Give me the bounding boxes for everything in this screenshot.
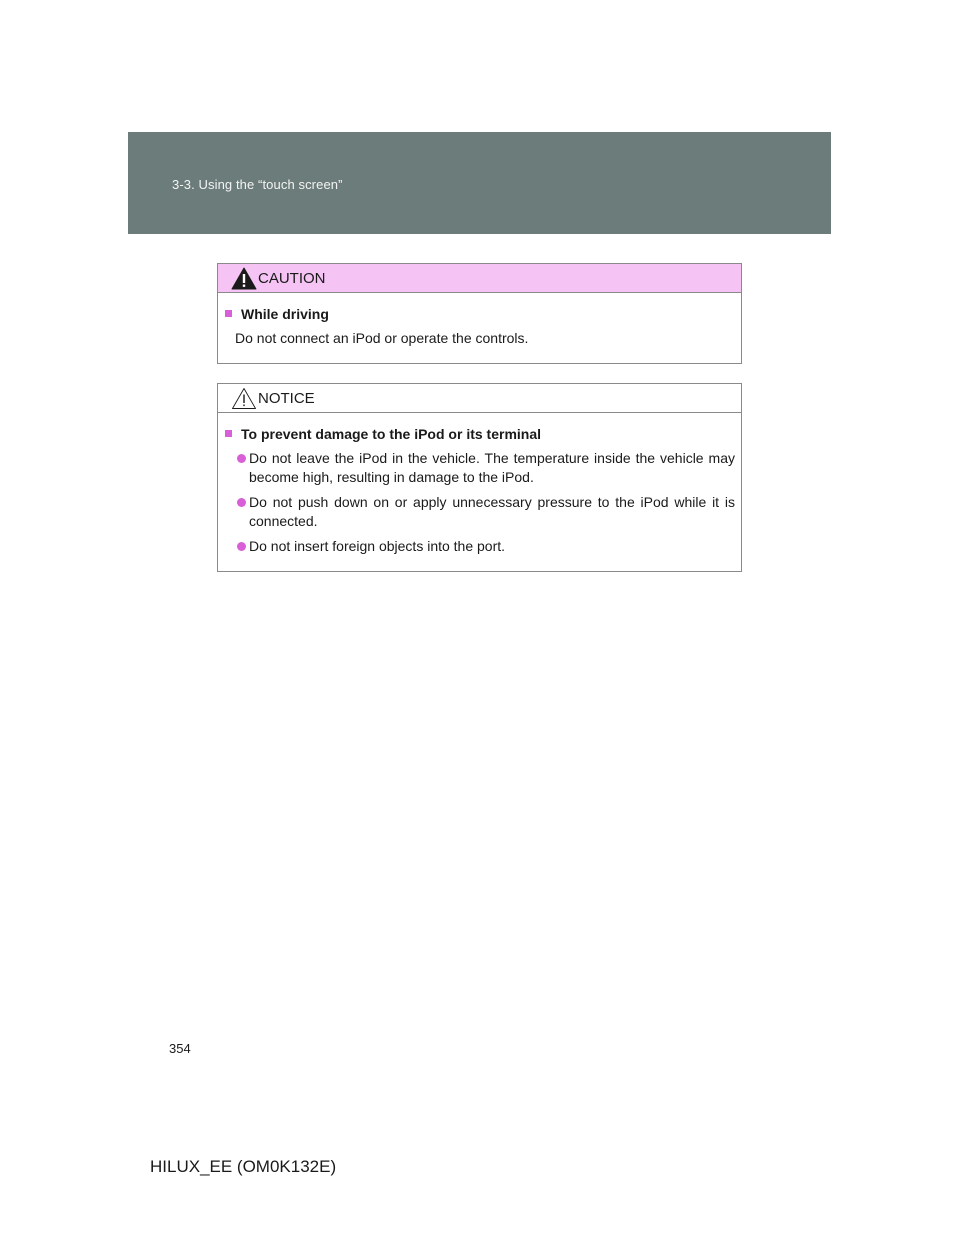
caution-text: Do not connect an iPod or operate the controls. (235, 330, 529, 346)
list-item (224, 449, 735, 487)
caution-item-title (224, 305, 735, 323)
notice-header (218, 384, 741, 413)
list-item-text: Do not push down on or apply unnecessary pressure to the iPod while it is connected. (249, 494, 735, 529)
notice-bullet-list (224, 449, 735, 556)
notice-box (217, 383, 742, 572)
list-item (224, 537, 735, 556)
notice-item-title (224, 425, 735, 443)
notice-title-text: To prevent damage to the iPod or its terminal (241, 426, 542, 442)
caution-header (218, 264, 741, 293)
list-item-text: Do not insert foreign objects into the port. (249, 538, 506, 554)
square-bullet-icon (225, 310, 232, 317)
notice-body (218, 413, 741, 556)
circle-bullet-icon (237, 454, 246, 463)
caution-label: CAUTION (258, 270, 326, 287)
circle-bullet-icon (237, 542, 246, 551)
caution-body (218, 293, 741, 347)
list-item (224, 493, 735, 531)
warning-triangle-outline-icon (231, 387, 257, 410)
section-title: 3-3. Using the “touch screen” (172, 177, 343, 192)
warning-triangle-filled-icon (231, 267, 257, 290)
document-code: HILUX_EE (OM0K132E) (150, 1157, 337, 1176)
list-item-text: Do not leave the iPod in the vehicle. The temperature inside the vehicle may become high, resulting in damage to the iPod. (249, 450, 735, 485)
caution-box (217, 263, 742, 364)
page-number: 354 (169, 1041, 191, 1056)
square-bullet-icon (225, 430, 232, 437)
caution-title-text: While driving (241, 306, 329, 322)
notice-label: NOTICE (258, 390, 315, 407)
section-header-band (128, 132, 831, 234)
circle-bullet-icon (237, 498, 246, 507)
